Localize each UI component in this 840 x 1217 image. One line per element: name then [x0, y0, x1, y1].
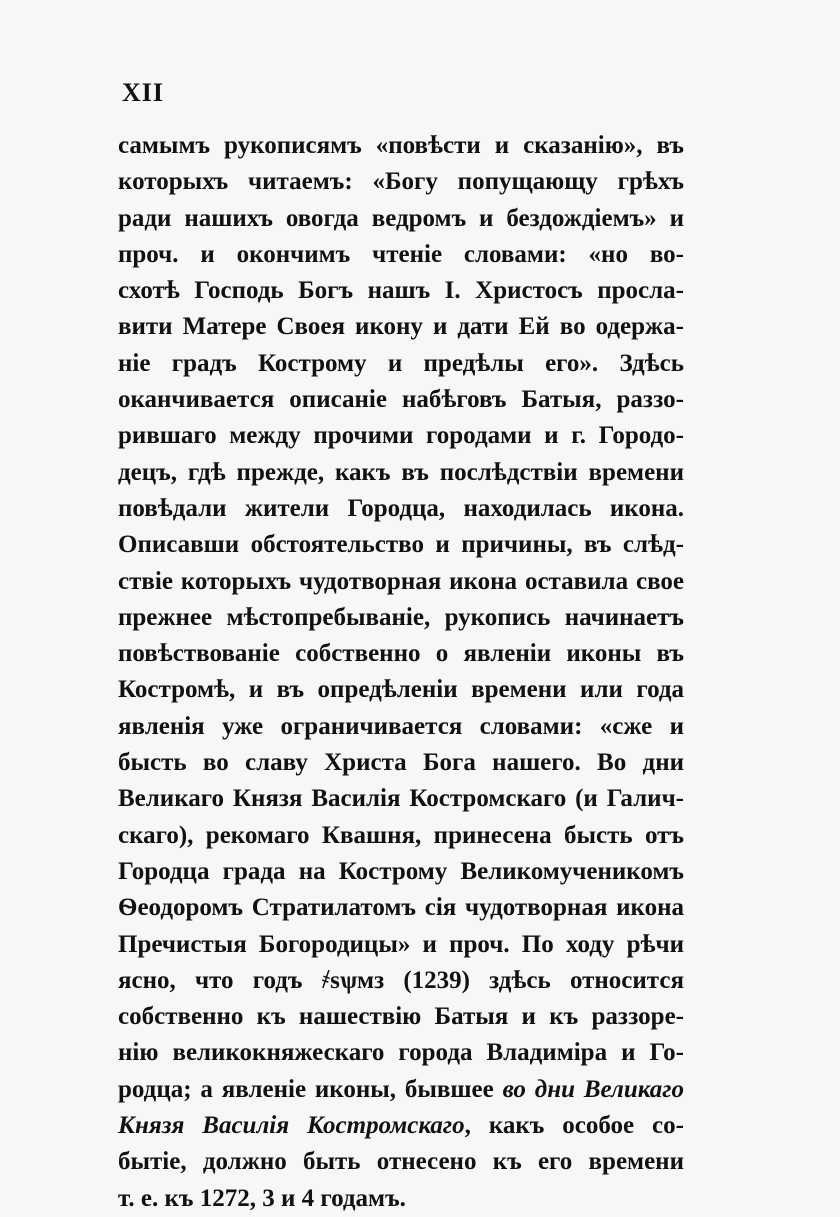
text-line [118, 636, 684, 672]
text-line [118, 164, 684, 200]
text-line [118, 927, 684, 963]
text-segment: т. е. къ 1272, 3 и 4 годамъ. [118, 1184, 406, 1212]
text-segment: децъ, гдѣ прежде, какъ въ послѣдствіи времени [118, 458, 684, 486]
text-line [118, 1035, 684, 1071]
text-segment: ніе градъ Кострому и предѣлы его». Здѣсь [118, 349, 684, 377]
text-segment: Костромѣ, и въ опредѣленіи времени или года [118, 676, 684, 704]
text-line [118, 1144, 684, 1180]
text-line [118, 418, 684, 454]
text-line [118, 128, 684, 164]
text-segment: прежнее мѣстопребываніе, рукопись начинаетъ [118, 603, 684, 631]
text-segment: бытіе, должно быть отнесено къ его времени [118, 1148, 684, 1176]
text-line [118, 382, 684, 418]
text-segment: ради нашихъ овогда ведромъ и бездождіемъ» и [118, 204, 684, 232]
text-line [118, 346, 684, 382]
text-line [118, 600, 684, 636]
text-segment: ясно, что годъ ҂ѕѱмз (1239) здѣсь относится [118, 966, 684, 994]
text-segment: рившаго между прочими городами и г. Городо- [118, 422, 684, 450]
text-segment: нію великокняжескаго города Владиміра и Го- [118, 1039, 684, 1067]
italic-text: во дни Великаго [502, 1075, 684, 1103]
text-line [118, 745, 684, 781]
text-segment: проч. и окончимъ чтеніе словами: «но во- [118, 240, 684, 268]
text-segment: самымъ рукописямъ «повѣсти и сказанію», въ [118, 132, 684, 159]
text-segment: повѣдали жители Городца, находилась икона. [118, 494, 684, 522]
italic-text: Князя Василія Костромскаго [118, 1112, 465, 1140]
page-number: XII [122, 78, 165, 107]
text-segment: Ѳеодоромъ Стратилатомъ сія чудотворная икона [118, 894, 684, 922]
text-segment: повѣствованіе собственно о явленіи иконы въ [118, 640, 684, 668]
text-line [118, 854, 684, 890]
text-segment: явленія уже ограничивается словами: «сже и [118, 712, 684, 740]
text-line [118, 781, 684, 817]
text-segment: которыхъ читаемъ: «Богу попущающу грѣхъ [118, 168, 684, 196]
text-segment: Пречистыя Богородицы» и проч. По ходу рѣчи [118, 930, 684, 958]
text-line [118, 564, 684, 600]
text-line [118, 309, 684, 345]
text-line [118, 237, 684, 273]
text-line [118, 999, 684, 1035]
text-line [118, 672, 684, 708]
text-line [118, 963, 684, 999]
text-segment: оканчивается описаніе набѣговъ Батыя, раззо- [118, 386, 684, 414]
text-line [118, 491, 684, 527]
text-line [118, 527, 684, 563]
text-segment: бысть во славу Христа Бога нашего. Во дни [118, 749, 684, 777]
text-segment: Описавши обстоятельство и причины, въ слѣд- [118, 531, 684, 559]
text-line [118, 1072, 684, 1108]
body-text [118, 128, 684, 1217]
text-line [118, 1108, 684, 1144]
text-segment: схотѣ Господь Богъ нашъ I. Христосъ просла- [118, 277, 684, 305]
text-line [118, 818, 684, 854]
text-line [118, 709, 684, 745]
text-segment: вити Матере Своея икону и дати Ей во одержа- [118, 313, 684, 341]
text-segment: Великаго Князя Василія Костромскаго (и Галич- [118, 785, 684, 813]
text-segment: , какъ особое со- [464, 1112, 684, 1140]
text-line [118, 201, 684, 237]
text-segment: родца; а явленіе иконы, бывшее [118, 1075, 503, 1103]
text-line [118, 273, 684, 309]
text-segment: собственно къ нашествію Батыя и къ раззоре- [118, 1003, 684, 1031]
text-line [118, 890, 684, 926]
text-segment: скаго), рекомаго Квашня, принесена бысть отъ [118, 821, 684, 849]
text-line [118, 455, 684, 491]
text-segment: ствіе которыхъ чудотворная икона оставила свое [118, 567, 684, 595]
text-line [118, 1181, 684, 1217]
text-segment: Городца града на Кострому Великомученикомъ [118, 857, 684, 885]
